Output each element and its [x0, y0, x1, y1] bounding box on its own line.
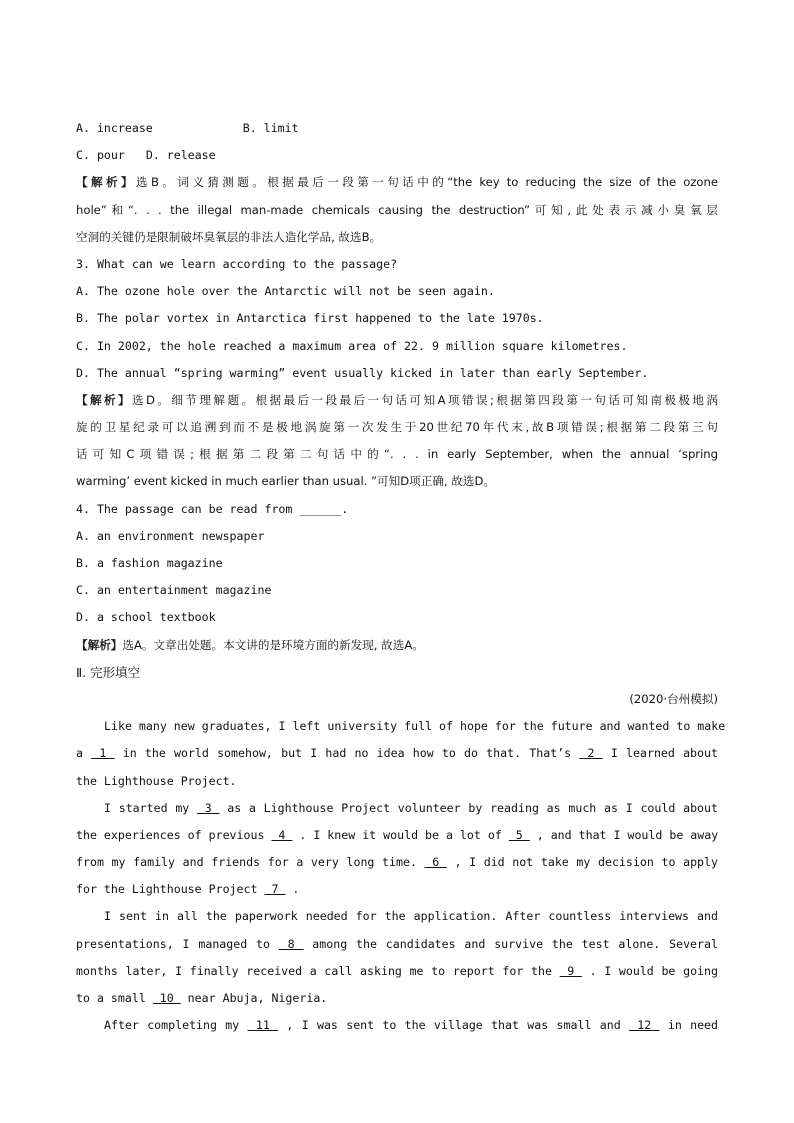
option-d: D. a school textbook	[76, 610, 216, 625]
passage-line: from my family and friends for a very long time. 6 , I did not take my decision to apply	[76, 855, 718, 870]
passage-line: I sent in all the paperwork needed for the application. After countless interviews and	[104, 909, 718, 924]
analysis-line: warming’ event kicked in much earlier than usual. ”可知D项正确, 故选D。	[76, 474, 496, 489]
blank-3: 3	[197, 800, 220, 815]
section-title: Ⅱ. 完形填空	[76, 664, 141, 680]
analysis-line: 空洞的关键仍是限制破坏臭氧层的非法人造化学品, 故选B。	[76, 229, 382, 244]
passage-line: a 1 in the world somehow, but I had no idea how to do that. That’s 2 I learned about	[76, 746, 718, 761]
option-b: B. limit	[242, 121, 299, 135]
passage-line: months later, I finally received a call asking me to report for the 9 . I would be going	[76, 963, 718, 978]
question-stem: 3. What can we learn according to the passage?	[76, 256, 398, 271]
analysis-tag: 【解析】	[76, 392, 133, 407]
analysis-line: hole”和“. . . the illegal man-made chemicals causing the destruction”可知,此处表示减小臭氧层	[76, 202, 718, 217]
passage-line: presentations, I managed to 8 among the candidates and survive the test alone. Several	[76, 936, 718, 951]
option-a: A. increase	[76, 121, 153, 135]
passage-line: I started my 3 as a Lighthouse Project volunteer by reading as much as I could about	[104, 800, 718, 815]
analysis-line: 旋的卫星纪录可以追溯到而不是极地涡旋第一次发生于20世纪70年代末,故B项错误;根据第二段第三句	[76, 420, 718, 435]
passage-line: After completing my 11 , I was sent to the village that was small and 12 in need	[104, 1018, 719, 1033]
blank-5: 5	[508, 827, 530, 842]
blank-9: 9	[559, 963, 582, 978]
analysis-text: 选D。细节理解题。根据最后一段最后一句话可知A项错误;根据第四段第一句话可知南极极地涡	[132, 392, 718, 407]
option-c: C. In 2002, the hole reached a maximum area of 22. 9 million square kilometres.	[76, 338, 628, 353]
option-b: B. a fashion magazine	[76, 556, 223, 570]
blank-2: 2	[579, 746, 603, 761]
analysis-line	[76, 169, 718, 196]
passage-line: Like many new graduates, I left university full of hope for the future and wanted to make	[104, 719, 726, 734]
analysis-tag: 【解析】	[76, 637, 123, 652]
analysis-tag: 【解析】	[76, 175, 136, 190]
analysis-text: 选A。文章出处题。本文讲的是环境方面的新发现, 故选A。	[122, 637, 424, 652]
passage-line: to a small 10 near Abuja, Nigeria.	[76, 991, 328, 1005]
blank-10: 10	[152, 991, 181, 1005]
source-note: (2020·台州模拟)	[629, 691, 718, 706]
blank-12: 12	[628, 1018, 660, 1033]
blank-8: 8	[278, 936, 304, 951]
passage-line: the experiences of previous 4 . I knew it would be a lot of 5 , and that I would be away	[76, 827, 719, 842]
option-a: A. The ozone hole over the Antarctic will not be seen again.	[76, 284, 495, 299]
option-row	[76, 115, 718, 142]
blank-7: 7	[264, 882, 286, 897]
analysis-line	[76, 632, 718, 659]
option-a: A. an environment newspaper	[76, 528, 265, 543]
analysis-text: 选B。词义猜测题。根据最后一段第一句话中的“the key to reducing the size of the ozone	[135, 175, 718, 190]
analysis-line	[76, 387, 718, 414]
blank-6: 6	[424, 855, 447, 870]
option-c: C. pour	[76, 148, 125, 163]
blank-11: 11	[247, 1018, 279, 1033]
question-stem: 4. The passage can be read from ______.	[76, 501, 349, 516]
analysis-line: 话可知C项错误;根据第二段第二句话中的“. . . in early September, when the annual ‘spring	[76, 447, 718, 462]
option-b: B. The polar vortex in Antarctica first happened to the late 1970s.	[76, 311, 544, 326]
blank-1: 1	[91, 746, 115, 761]
option-row	[76, 142, 718, 169]
blank-4: 4	[271, 827, 293, 842]
document-page	[76, 115, 726, 1039]
option-d: D. The annual “spring warming” event usually kicked in later than early September.	[76, 365, 649, 380]
option-c: C. an entertainment magazine	[76, 583, 272, 598]
passage-line: for the Lighthouse Project 7 .	[76, 882, 300, 897]
passage-line: the Lighthouse Project.	[76, 773, 237, 788]
option-d: D. release	[145, 148, 216, 163]
